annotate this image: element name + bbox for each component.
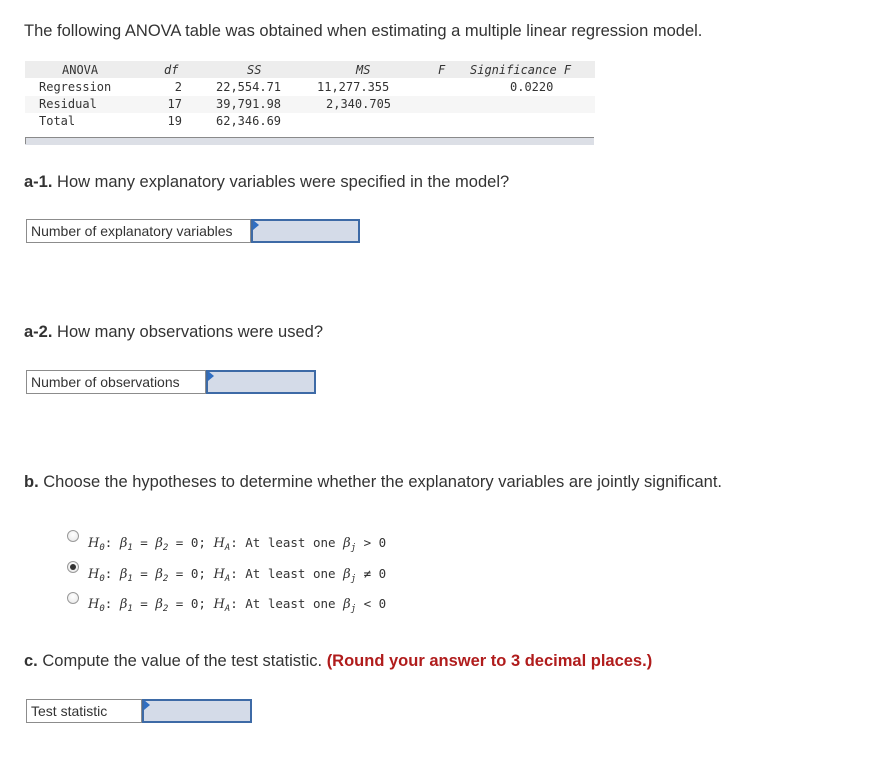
row-df: 19 [167,114,182,128]
header-df: df [164,63,179,77]
hypothesis-relation: > [363,535,372,550]
observations-input[interactable] [206,370,316,394]
hypothesis-relation: < [363,596,372,611]
row-ss: 39,791.98 [216,97,282,111]
question-a2-prefix: a-2. [24,323,53,341]
hypothesis-option-label: $H_0$: $\beta_1 = \beta_2 = 0$; $H_A$: At least one $\beta_j \ne 0$ [88,566,387,584]
hypothesis-option-radio[interactable] [67,530,79,542]
header-ss: SS [247,63,262,77]
question-a1-prefix: a-1. [24,173,53,191]
row-ms: 11,277.355 [317,80,390,94]
row-df: 2 [174,80,182,94]
hypothesis-option-radio-selected[interactable] [67,561,79,573]
row-ss: 22,554.71 [216,80,282,94]
table-footer-bar [25,137,594,145]
question-c-text: Compute the value of the test statistic. [42,652,323,670]
header-significance: Significance F [470,63,572,77]
question-a2-text: How many observations were used? [57,323,323,341]
test-statistic-input[interactable] [142,699,252,723]
row-source: Total [39,114,76,128]
observations-field [26,370,316,394]
question-c-note: (Round your answer to 3 decimal places.) [326,652,653,670]
row-source: Residual [39,97,97,111]
test-statistic-label: Test statistic [26,699,142,723]
header-anova: ANOVA [62,63,99,77]
question-b-text: Choose the hypotheses to determine whether the explanatory variables are jointly significant. [43,473,722,491]
question-a2 [24,323,323,342]
hypothesis-relation: ≠ [363,566,372,581]
question-a1 [24,173,509,192]
observations-label: Number of observations [26,370,206,394]
intro-text: The following ANOVA table was obtained when estimating a multiple linear regression model. [24,22,703,40]
explanatory-variables-input[interactable] [251,219,360,243]
row-ss: 62,346.69 [216,114,282,128]
row-significance: 0.0220 [510,80,554,94]
question-c [24,652,652,671]
row-ms: 2,340.705 [326,97,392,111]
hypothesis-option-label: $H_0$: $\beta_1 = \beta_2 = 0$; $H_A$: At least one $\beta_j > 0$ [88,535,387,553]
question-a1-text: How many explanatory variables were specified in the model? [57,173,510,191]
anova-row-shade [25,96,595,113]
table-footer-edge [25,138,26,144]
row-source: Regression [39,80,112,94]
test-statistic-field [26,699,252,723]
header-ms: MS [356,63,371,77]
hypothesis-option-radio[interactable] [67,592,79,604]
row-df: 17 [167,97,182,111]
hypothesis-option-label: $H_0$: $\beta_1 = \beta_2 = 0$; $H_A$: At least one $\beta_j < 0$ [88,596,387,614]
explanatory-variables-field [26,219,360,243]
question-b-prefix: b. [24,473,39,491]
header-f: F [438,63,446,77]
question-c-prefix: c. [24,652,38,670]
question-b [24,473,722,492]
explanatory-variables-label: Number of explanatory variables [26,219,251,243]
